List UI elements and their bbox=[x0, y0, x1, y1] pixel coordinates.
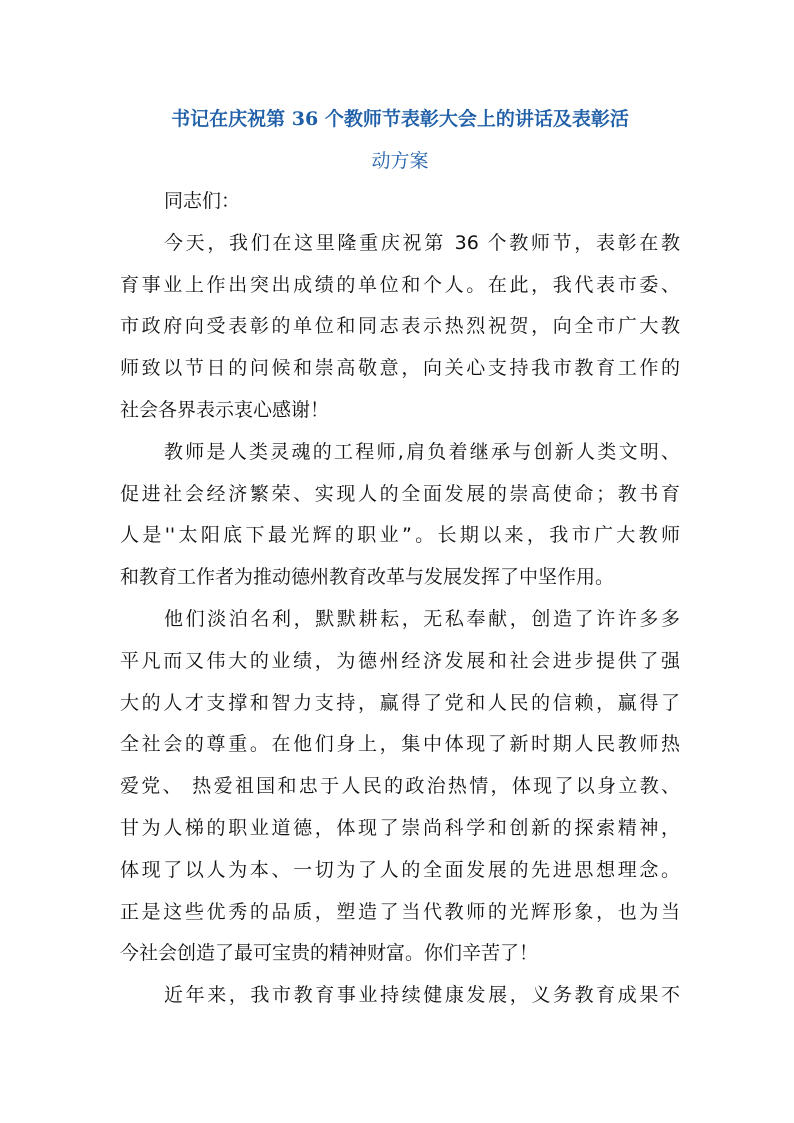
paragraph-line: 教师是人类灵魂的工程师,肩负着继承与创新人类文明、 bbox=[164, 441, 680, 463]
greeting: 同志们： bbox=[164, 190, 241, 212]
paragraph-line: 今天，我们在这里隆重庆祝第 36 个教师节，表彰在教 bbox=[164, 232, 680, 254]
paragraph-line: 爱党、 热爱祖国和忠于人民的政治热情，体现了以身立教、 bbox=[120, 775, 680, 797]
paragraph-line: 人是''太阳底下最光辉的职业”。长期以来，我市广大教师 bbox=[120, 524, 680, 546]
paragraph-line: 市政府向受表彰的单位和同志表示热烈祝贺，向全市广大教 bbox=[120, 315, 680, 337]
paragraph-line: 正是这些优秀的品质，塑造了当代教师的光辉形象，也为当 bbox=[120, 901, 680, 923]
paragraph-line: 社会各界表示衷心感谢！ bbox=[120, 399, 330, 421]
paragraph-line: 和教育工作者为推动德州教育改革与发展发挥了中坚作用。 bbox=[120, 566, 615, 588]
paragraph-line: 体现了以人为本、一切为了人的全面发展的先进思想理念。 bbox=[120, 859, 680, 881]
paragraph-line: 大的人才支撑和智力支持，赢得了党和人民的信赖，赢得了 bbox=[120, 692, 680, 714]
paragraph-line: 他们淡泊名利，默默耕耘，无私奉献，创造了许许多多 bbox=[164, 608, 680, 630]
paragraph-line: 全社会的尊重。在他们身上，集中体现了新时期人民教师热 bbox=[120, 733, 680, 755]
paragraph-line: 育事业上作出突出成绩的单位和个人。在此，我代表市委、 bbox=[120, 274, 680, 296]
paragraph-line: 平凡而又伟大的业绩，为德州经济发展和社会进步提供了强 bbox=[120, 650, 680, 672]
document-title-line-2: 动方案 bbox=[371, 150, 429, 172]
paragraph-line: 今社会创造了最可宝贵的精神财富。你们辛苦了！ bbox=[120, 942, 539, 964]
document-title-line-1: 书记在庆祝第 36 个教师节表彰大会上的讲话及表彰活 bbox=[171, 108, 629, 130]
paragraph-line: 近年来，我市教育事业持续健康发展，义务教育成果不 bbox=[164, 984, 680, 1006]
paragraph-line: 甘为人梯的职业道德，体现了崇尚科学和创新的探索精神， bbox=[120, 817, 680, 839]
paragraph-line: 师致以节日的问候和崇高敬意，向关心支持我市教育工作的 bbox=[120, 357, 680, 379]
paragraph-line: 促进社会经济繁荣、实现人的全面发展的崇高使命；教书育 bbox=[120, 483, 680, 505]
